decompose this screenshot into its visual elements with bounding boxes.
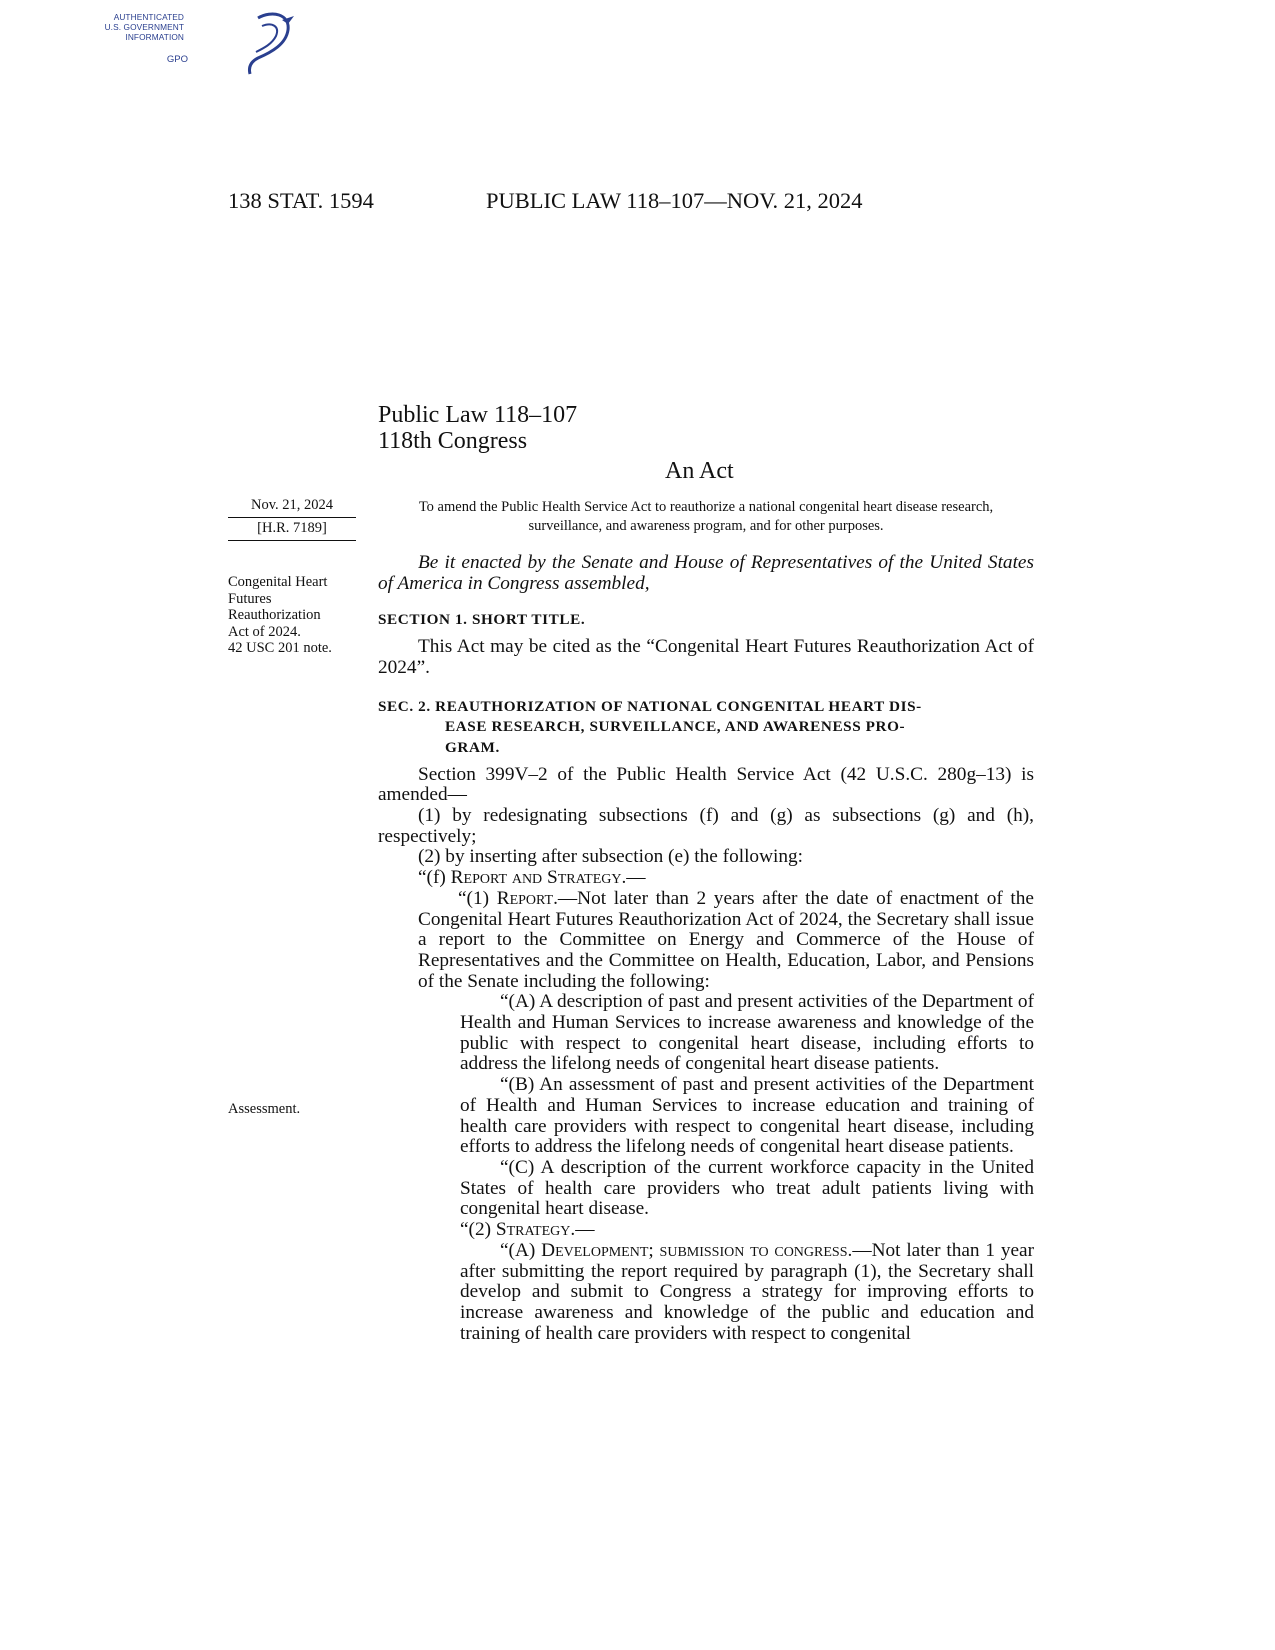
paragraph-2-strategy-heading: [378, 1220, 1034, 1241]
amendment-item-2: (2) by inserting after subsection (e) the following:: [418, 846, 803, 868]
eagle-icon: [238, 8, 308, 80]
paragraph-1-title: Report: [496, 887, 554, 909]
section-2-heading-line: SEC. 2. REAUTHORIZATION OF NATIONAL CONGENITAL HEART DIS-: [378, 697, 922, 715]
margin-note-line: Futures: [228, 590, 272, 607]
strategy-a-prefix: “(A): [500, 1239, 542, 1261]
section-2-heading-line: EASE RESEARCH, SURVEILLANCE, AND AWARENESS PRO-: [445, 718, 906, 736]
public-law-number: Public Law 118–107: [378, 402, 578, 428]
gpo-authentication-logo: [88, 8, 228, 76]
subsection-f-prefix: “(f): [418, 867, 451, 889]
section-2-intro: Section 399V–2 of the Public Health Service Act (42 U.S.C. 280g–13) is amended—: [378, 763, 1034, 806]
logo-text: [88, 12, 184, 42]
margin-note-line: Act of 2024.: [228, 623, 301, 640]
running-title: PUBLIC LAW 118–107—NOV. 21, 2024: [486, 188, 863, 213]
subsection-f-title: Report and Strategy: [450, 867, 622, 889]
section-1-heading: SECTION 1. SHORT TITLE.: [378, 611, 586, 629]
strategy-subparagraph-a: [378, 1241, 1034, 1345]
logo-line-3: INFORMATION: [125, 32, 184, 42]
margin-note-line: Congenital Heart: [228, 574, 328, 590]
section-2-heading: [378, 697, 1034, 759]
act-purpose: To amend the Public Health Service Act to reauthorize a national congenital heart disease research, surveillance, and awareness program, and for other purposes.: [418, 499, 994, 534]
strategy-a-title: Development; submission to congress: [541, 1239, 848, 1261]
subparagraph-c: “(C) A description of the current workforce capacity in the United States of health care providers who treat adult patients living with congenital heart disease.: [460, 1156, 1034, 1220]
margin-note-line: Reauthorization: [228, 607, 321, 624]
paragraph-1-report: [378, 889, 1034, 993]
paragraph-2-title: Strategy: [495, 1219, 571, 1241]
statute-page-number: 138 STAT. 1594: [228, 188, 374, 213]
section-2-heading-line: GRAM.: [445, 738, 500, 756]
margin-rule-bottom: [228, 540, 356, 541]
margin-note-line: 42 USC 201 note.: [228, 640, 332, 657]
amendment-item-1: (1) by redesignating subsections (f) and (g) as subsections (g) and (h), respectively;: [378, 805, 1034, 847]
congress-number: 118th Congress: [378, 428, 528, 454]
paragraph-2-dash: .—: [570, 1219, 595, 1241]
act-heading: An Act: [665, 458, 734, 484]
paragraph-1-text: .—Not later than 2 years after the date of enactment of the Congenital Heart Futures Reauthorization Act of 2024, the Secretary shall issue a report to the Committee on Energy and Commerce of the House of Representatives and the Committee on Health, Education, Labor, and Pensions of the Senate including the following:: [418, 887, 1034, 992]
margin-rule-top: [228, 517, 356, 518]
section-1-text: This Act may be cited as the “Congenital Heart Futures Reauthorization Act of 2024”.: [378, 636, 1034, 678]
logo-line-1: AUTHENTICATED: [113, 12, 184, 22]
logo-line-2: U.S. GOVERNMENT: [104, 22, 184, 32]
margin-note-short-title: [228, 574, 332, 657]
paragraph-2-prefix: “(2): [460, 1219, 496, 1241]
subparagraph-a: “(A) A description of past and present activities of the Department of Health and Human Services to increase awareness and knowledge of the public with respect to congenital heart disease, including efforts to address the lifelong needs of congenital heart disease patients.: [460, 991, 1034, 1075]
subsection-f-dash: .—: [621, 867, 646, 889]
law-body: [378, 553, 1034, 1344]
margin-note-assessment: Assessment.: [228, 1101, 301, 1117]
subparagraph-b: “(B) An assessment of past and present activities of the Department of Health and Human Services to increase education and training of health care providers with respect to congenital heart disease, including efforts to address the lifelong needs of congenital heart disease patients.: [460, 1074, 1034, 1158]
margin-date: Nov. 21, 2024: [250, 497, 334, 513]
subsection-f-heading: [378, 868, 1034, 889]
enacting-clause: Be it enacted by the Senate and House of Representatives of the United States of America in Congress assembled,: [378, 552, 1034, 594]
margin-bill-number: [H.R. 7189]: [257, 520, 327, 536]
logo-gpo-label: GPO: [166, 54, 188, 65]
paragraph-1-prefix: “(1): [458, 887, 497, 909]
strategy-a-text: .—Not later than 1 year after submitting the report required by paragraph (1), the Secretary shall develop and submit to Congress a strategy for improving efforts to increase awareness and knowledge of the public and education and training of health care providers with respect to congenital: [460, 1239, 1034, 1344]
